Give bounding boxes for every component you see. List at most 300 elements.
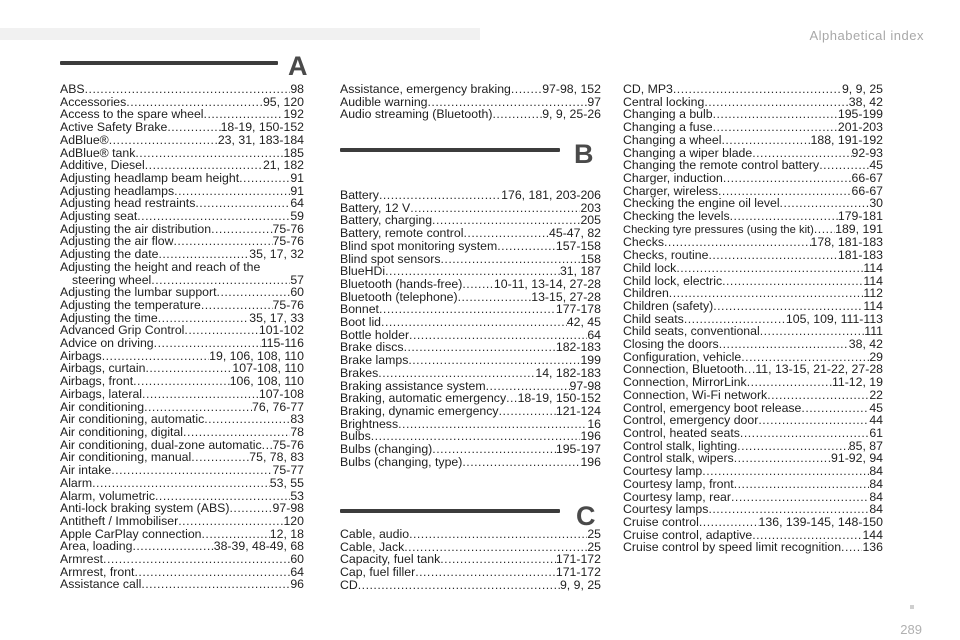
entry-term: Advice on driving <box>60 336 154 351</box>
dot-leader <box>462 278 494 291</box>
entry-pages: 144 <box>862 527 883 542</box>
index-entry <box>623 172 883 185</box>
dot-leader <box>378 367 535 380</box>
index-column-3 <box>623 83 883 554</box>
dot-leader <box>184 324 258 337</box>
entry-term: Armrest, front <box>60 564 135 579</box>
index-entry <box>623 516 883 529</box>
dot-leader <box>721 134 810 147</box>
index-entry <box>623 134 883 147</box>
entry-pages: 45 <box>869 158 883 173</box>
entry-pages: 42, 45 <box>566 315 601 330</box>
entry-term: Connection, MirrorLink <box>623 375 747 390</box>
entry-pages: 91 <box>290 170 304 185</box>
entry-term: Audible warning <box>340 94 428 109</box>
entry-pages: 19, 106, 108, 110 <box>209 348 304 363</box>
index-entry <box>340 456 601 469</box>
entry-term: Cap, fuel filler <box>340 565 416 580</box>
entry-pages: 185 <box>283 145 304 160</box>
index-entry <box>60 426 304 439</box>
dot-leader <box>432 443 556 456</box>
entry-term: Adjusting the air flow <box>60 234 174 249</box>
entry-term: Battery, 12 V <box>340 200 411 215</box>
entry-pages: 111 <box>864 324 883 339</box>
entry-term: Air conditioning, manual <box>60 450 192 465</box>
index-entry <box>340 108 601 121</box>
entry-term: Control, emergency door <box>623 413 759 428</box>
entry-term: Bottle holder <box>340 327 410 342</box>
entry-term: Apple CarPlay connection <box>60 526 202 541</box>
entry-term: Braking assistance system <box>340 378 486 393</box>
entry-pages: 38-39, 48-49, 68 <box>213 539 304 554</box>
entry-pages: 75-77 <box>272 463 304 478</box>
dot-leader <box>734 452 831 465</box>
entry-pages: 64 <box>290 196 304 211</box>
dot-leader <box>204 413 290 426</box>
dot-leader <box>699 516 759 529</box>
letter-rule <box>340 509 560 513</box>
entry-pages: 196 <box>580 429 601 444</box>
entry-term: BlueHDi <box>340 264 386 279</box>
entry-pages: 23, 31, 183-184 <box>217 132 304 147</box>
entry-term: CD <box>340 577 358 592</box>
entry-term: Assistance, emergency braking <box>340 82 511 96</box>
entry-term: Armrest <box>60 552 104 567</box>
dot-leader <box>134 566 290 579</box>
index-entry <box>60 121 304 134</box>
dot-leader <box>841 541 862 554</box>
entry-pages: 97-98, 152 <box>542 82 601 96</box>
entry-pages: 84 <box>869 502 883 517</box>
dot-leader <box>408 354 580 367</box>
dot-leader <box>704 96 848 109</box>
dot-leader <box>85 83 291 96</box>
dot-leader <box>178 515 283 528</box>
entry-pages: 14, 182-183 <box>535 365 601 380</box>
entry-pages: 114 <box>863 273 883 288</box>
entry-term: Airbags <box>60 348 102 363</box>
dot-leader <box>673 83 842 96</box>
entry-pages: 22 <box>869 387 883 402</box>
entry-term: Battery, remote control <box>340 226 464 241</box>
entry-pages: 18-19, 150-152 <box>517 391 601 406</box>
dot-leader <box>506 392 517 405</box>
entry-pages: 98 <box>290 82 304 96</box>
entry-term: Battery, charging <box>340 213 433 228</box>
entry-pages: 91-92, 94 <box>831 451 883 466</box>
entry-term: AdBlue® <box>60 132 109 147</box>
entry-term: Changing a bulb <box>623 107 713 122</box>
dot-leader <box>191 451 249 464</box>
entry-pages: 30 <box>869 196 883 211</box>
dot-leader <box>229 502 272 515</box>
page-number: 289 <box>900 622 922 637</box>
entry-pages: 97 <box>587 94 601 109</box>
dot-leader <box>415 566 556 579</box>
entry-pages: 64 <box>587 327 601 342</box>
index-entry <box>340 354 601 367</box>
entry-term: Cruise control <box>623 514 699 529</box>
entry-pages: 136 <box>862 540 883 555</box>
entry-term: Cable, Jack <box>340 539 405 554</box>
entry-term: Advanced Grip Control <box>60 323 185 338</box>
entry-pages: 97-98 <box>569 378 601 393</box>
entry-term: Airbags, front <box>60 374 134 389</box>
entry-pages: 35, 17, 32 <box>249 247 304 262</box>
entry-term: Control stalk, wipers <box>623 451 734 466</box>
entry-pages: 60 <box>290 552 304 567</box>
entry-pages: 44 <box>869 413 883 428</box>
entry-pages: 192 <box>283 107 304 122</box>
entry-term: Adjusting the time <box>60 310 158 325</box>
entry-pages: 45 <box>869 400 883 415</box>
dot-leader <box>499 405 556 418</box>
dot-leader <box>404 341 556 354</box>
dot-leader <box>440 553 556 566</box>
dot-leader <box>713 121 838 134</box>
entry-pages: 96 <box>290 577 304 592</box>
entry-pages: 16 <box>587 416 601 431</box>
entry-pages: 29 <box>869 349 883 364</box>
page-marker <box>910 605 914 609</box>
index-entry <box>60 388 304 401</box>
entry-pages: 64 <box>290 564 304 579</box>
entry-term: Courtesy lamp, rear <box>623 489 731 504</box>
index-entry <box>60 172 304 185</box>
entry-term: Adjusting headlamp beam height <box>60 170 240 185</box>
entry-term: Child lock, electric <box>623 273 723 288</box>
entry-pages: 205 <box>580 213 601 228</box>
entry-pages: 38, 42 <box>848 94 883 109</box>
dot-leader <box>801 402 869 415</box>
entry-term: Alarm <box>60 475 93 490</box>
dot-leader <box>158 248 249 261</box>
index-entry <box>60 83 304 96</box>
entry-term: Brightness <box>340 416 399 431</box>
letter-heading: B <box>574 139 594 170</box>
entry-term: Children (safety) <box>623 298 714 313</box>
dot-leader <box>154 337 261 350</box>
dot-leader <box>92 477 270 490</box>
entry-term: Bulbs <box>340 429 371 444</box>
index-entry <box>340 566 601 579</box>
dot-leader <box>713 108 838 121</box>
index-entry <box>340 189 601 202</box>
entry-term: Child lock <box>623 260 677 275</box>
dot-leader <box>713 300 863 313</box>
entry-term: Antitheft / Immobiliser <box>60 513 179 528</box>
entry-term: Adjusting head restraints <box>60 196 196 211</box>
entry-pages: 101-102 <box>258 323 304 338</box>
index-entry <box>623 249 883 262</box>
dot-leader <box>132 540 213 553</box>
entry-pages: 9, 9, 25-26 <box>542 107 601 122</box>
entry-term: Boot lid <box>340 315 382 330</box>
entry-pages: 84 <box>869 489 883 504</box>
entry-pages: 105, 109, 111-113 <box>785 311 883 326</box>
index-entry <box>623 121 883 134</box>
entry-term: Accessories <box>60 94 127 109</box>
entry-term: Cruise control by speed limit recognition <box>623 540 842 555</box>
dot-leader <box>492 108 542 121</box>
index-entry <box>60 464 304 477</box>
entry-pages: 158 <box>580 251 601 266</box>
entry-pages: 21, 182 <box>262 158 304 173</box>
entry-term: Bluetooth (telephone) <box>340 289 458 304</box>
entry-term: Air conditioning <box>60 399 145 414</box>
index-entry <box>623 465 883 478</box>
index-column-2 <box>340 82 601 592</box>
dot-leader <box>410 202 580 215</box>
entry-term: Courtesy lamp <box>623 464 703 479</box>
entry-pages: 84 <box>869 464 883 479</box>
entry-term: Audio streaming (Bluetooth) <box>340 107 493 122</box>
index-entry <box>60 337 304 350</box>
entry-term: Closing the doors <box>623 337 719 352</box>
index-entry <box>623 223 883 237</box>
entry-pages: 157-158 <box>555 238 601 253</box>
index-entry <box>623 376 883 389</box>
entry-term: Children <box>623 286 669 301</box>
entry-pages: 83 <box>290 412 304 427</box>
header-bar <box>0 28 480 40</box>
index-entry <box>340 405 601 418</box>
entry-pages: 188, 191-192 <box>810 132 883 147</box>
dot-leader <box>183 426 290 439</box>
entry-pages: 97-98 <box>272 501 304 516</box>
entry-term: Cruise control, adaptive <box>623 527 753 542</box>
dot-leader <box>708 503 869 516</box>
letter-rule <box>340 148 560 152</box>
entry-pages: 78 <box>290 424 304 439</box>
index-entry <box>60 210 304 223</box>
dot-leader <box>734 478 870 491</box>
index-column-1 <box>60 51 308 592</box>
entry-pages: 107-108 <box>258 386 304 401</box>
entry-pages: 31, 187 <box>559 264 601 279</box>
entry-pages: 171-172 <box>555 552 601 567</box>
entry-pages: 136, 139-145, 148-150 <box>758 514 883 529</box>
entry-pages: 38, 42 <box>848 337 883 352</box>
index-list <box>340 83 601 121</box>
index-entry <box>623 300 883 313</box>
entry-term: AdBlue® tank <box>60 145 136 160</box>
dot-leader <box>167 121 220 134</box>
dot-leader <box>135 147 283 160</box>
entry-term: Cable, audio <box>340 527 410 541</box>
entry-term: Bulbs (changing, type) <box>340 454 463 469</box>
entry-pages: 176, 181, 203-206 <box>501 188 601 202</box>
entry-pages: 115-116 <box>260 336 304 351</box>
entry-pages: 11, 13-15, 21-22, 27-28 <box>755 362 883 377</box>
entry-term: Adjusting the date <box>60 247 159 262</box>
entry-pages: 75-76 <box>272 297 304 312</box>
index-entry <box>340 418 601 431</box>
entry-pages: 182-183 <box>555 340 601 355</box>
dot-leader <box>463 227 549 240</box>
entry-pages: 114 <box>863 298 883 313</box>
entry-term: Access to the spare wheel <box>60 107 204 122</box>
entry-term: Capacity, fuel tank <box>340 552 441 567</box>
entry-term: Alarm, volumetric <box>60 488 155 503</box>
entry-term: Connection, Bluetooth <box>623 362 745 377</box>
dot-leader <box>142 388 259 401</box>
entry-term: Charger, induction <box>623 170 723 185</box>
dot-leader <box>379 189 501 202</box>
entry-pages: 106, 108, 110 <box>229 374 304 389</box>
dot-leader <box>195 197 290 210</box>
index-entry <box>623 83 883 96</box>
dot-leader <box>111 464 272 477</box>
entry-pages: 75-76 <box>272 221 304 236</box>
dot-leader <box>723 172 852 185</box>
index-entry <box>623 503 883 516</box>
entry-term: Changing a wiper blade <box>623 145 753 160</box>
index-entry <box>340 83 601 96</box>
entry-pages: 92-93 <box>851 145 883 160</box>
entry-pages: 91 <box>290 183 304 198</box>
entry-pages: 85, 87 <box>848 438 883 453</box>
index-entry <box>340 579 601 592</box>
entry-term: Brake lamps <box>340 353 409 368</box>
dot-leader <box>722 275 863 288</box>
entry-term: Bonnet <box>340 302 379 317</box>
entry-pages: 53, 55 <box>269 475 304 490</box>
entry-term: Air conditioning, automatic <box>60 412 205 427</box>
dot-leader <box>814 223 835 236</box>
entry-pages: 12, 18 <box>269 526 304 541</box>
entry-term: Bulbs (changing) <box>340 442 433 457</box>
entry-pages: 181-183 <box>837 248 883 263</box>
entry-pages: 201-203 <box>837 120 883 135</box>
entry-pages: 177-178 <box>555 302 601 317</box>
dot-leader <box>719 338 849 351</box>
dot-leader <box>409 528 587 541</box>
entry-term: Checking tyre pressures (using the kit) <box>623 223 814 236</box>
dot-leader <box>702 465 869 478</box>
entry-term: Courtesy lamp, front <box>623 476 734 491</box>
entry-term: Air conditioning, digital <box>60 424 184 439</box>
index-entry <box>623 262 883 275</box>
entry-term: Adjusting the air distribution <box>60 221 212 236</box>
entry-term: Adjusting seat <box>60 209 138 224</box>
entry-term: Child seats, conventional <box>623 324 760 339</box>
entry-pages: 95, 120 <box>262 94 304 109</box>
letter-heading: C <box>576 501 596 531</box>
index-list <box>60 83 304 591</box>
entry-term: Battery <box>340 188 379 202</box>
entry-term: Adjusting the lumbar support <box>60 285 217 300</box>
entry-term: Adjusting the height and reach of the <box>60 259 261 274</box>
dot-leader <box>103 553 290 566</box>
entry-term: Child seats <box>623 311 684 326</box>
entry-term: Assistance call <box>60 577 142 592</box>
dot-leader <box>497 240 556 253</box>
entry-term: Changing a wheel <box>623 132 722 147</box>
entry-pages: 121-124 <box>555 403 601 418</box>
entry-pages: 195-199 <box>837 107 883 122</box>
entry-term: Air intake <box>60 463 112 478</box>
index-entry <box>340 443 601 456</box>
entry-term: Checking the engine oil level <box>623 196 780 211</box>
dot-leader <box>145 362 232 375</box>
entry-term: Changing a fuse <box>623 120 713 135</box>
index-list <box>623 83 883 554</box>
entry-pages: 18-19, 150-152 <box>220 120 304 135</box>
entry-term: Air conditioning, dual-zone automatic <box>60 437 262 452</box>
index-entry <box>340 240 601 253</box>
index-entry <box>340 316 601 329</box>
entry-term: Configuration, vehicle <box>623 349 742 364</box>
dot-leader <box>381 316 567 329</box>
entry-term: Connection, Wi-Fi network <box>623 387 768 402</box>
section-title: Alphabetical index <box>809 28 924 43</box>
entry-term: Airbags, curtain <box>60 361 146 376</box>
dot-leader <box>201 299 273 312</box>
entry-pages: 195-197 <box>555 442 601 457</box>
entry-term: Charger, wireless <box>623 183 718 198</box>
entry-pages: 53 <box>290 488 304 503</box>
index-entry <box>340 227 601 240</box>
entry-pages: 9, 9, 25 <box>559 577 601 592</box>
entry-pages: 57 <box>290 272 304 287</box>
index-entry <box>623 478 883 491</box>
dot-leader <box>398 418 587 431</box>
entry-term: Braking, automatic emergency <box>340 391 507 406</box>
entry-pages: 203 <box>580 200 601 215</box>
letter-rule <box>60 61 278 65</box>
entry-pages: 199 <box>580 353 601 368</box>
entry-pages: 59 <box>290 209 304 224</box>
entry-term: Control, heated seats <box>623 425 740 440</box>
dot-leader <box>379 303 556 316</box>
entry-term: Courtesy lamps <box>623 502 709 517</box>
entry-pages: 107-108, 110 <box>232 361 304 376</box>
entry-pages: 61 <box>869 425 883 440</box>
entry-term: Central locking <box>623 94 705 109</box>
dot-leader <box>731 491 869 504</box>
entry-pages: 120 <box>283 513 304 528</box>
entry-pages: 178, 181-183 <box>810 235 883 250</box>
index-entry <box>60 477 304 490</box>
entry-term: Blind spot sensors <box>340 251 441 266</box>
dot-leader <box>511 83 542 96</box>
entry-pages: 75-76 <box>272 437 304 452</box>
dot-leader <box>462 456 580 469</box>
entry-term: Braking, dynamic emergency <box>340 403 499 418</box>
dot-leader <box>109 134 218 147</box>
index-entry <box>60 299 304 312</box>
dot-leader <box>767 389 869 402</box>
entry-term: steering wheel <box>72 272 152 287</box>
dot-leader <box>747 376 832 389</box>
entry-term: Checks, routine <box>623 248 709 263</box>
index-entry <box>340 528 601 541</box>
index-entry <box>60 553 304 566</box>
entry-pages: 196 <box>580 454 601 469</box>
dot-leader <box>141 578 290 591</box>
dot-leader <box>458 291 532 304</box>
dot-leader <box>137 210 290 223</box>
entry-term: CD, MP3 <box>623 82 673 96</box>
index-list <box>340 528 601 592</box>
entry-pages: 84 <box>869 476 883 491</box>
index-entry <box>60 375 304 388</box>
entry-pages: 171-172 <box>555 565 601 580</box>
entry-term: ABS <box>60 82 85 96</box>
entry-term: Brake discs <box>340 340 404 355</box>
dot-leader <box>676 262 863 275</box>
